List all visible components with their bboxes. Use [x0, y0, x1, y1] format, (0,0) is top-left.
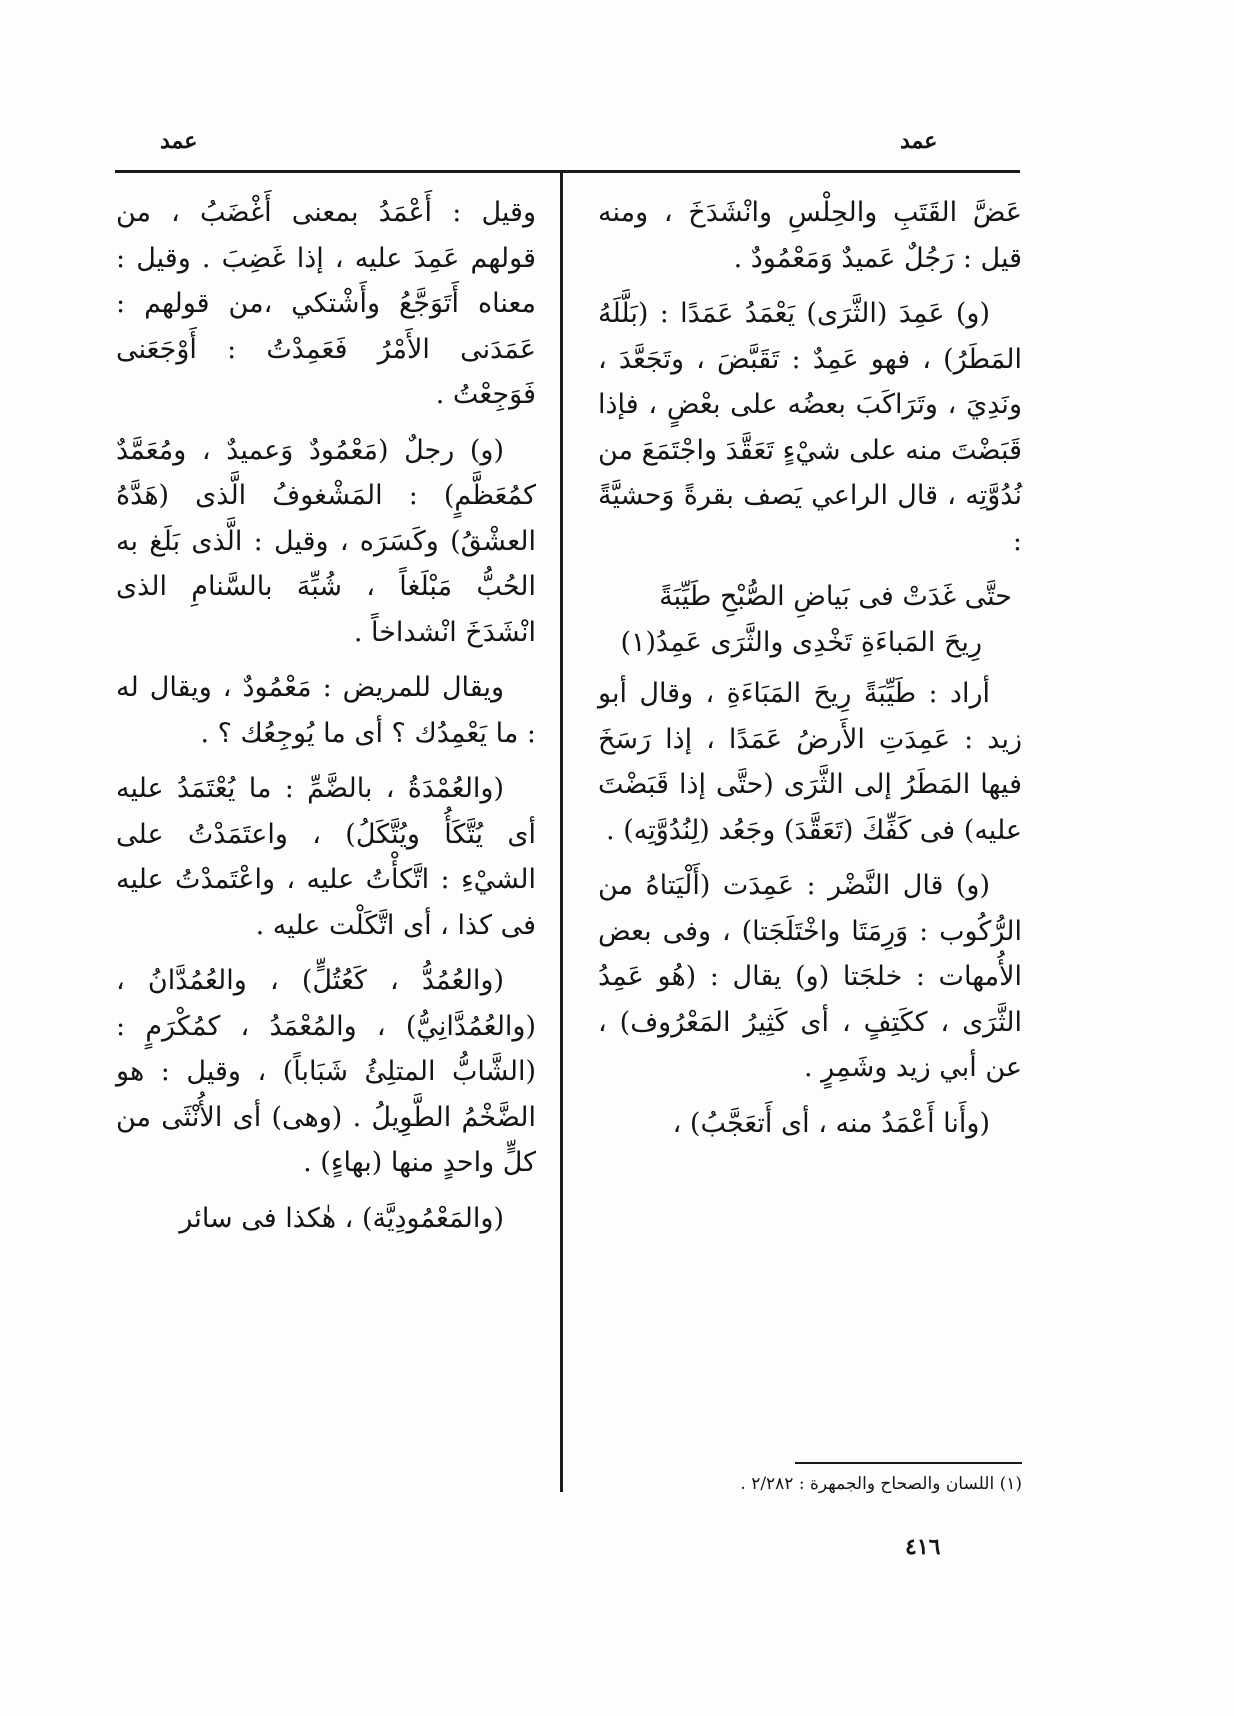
right-paragraph-2: (و) عَمِدَ (الثَّرَى) يَعْمَدُ عَمَدًا : (بَلَّلَهُ المَطَرُ) ، فهو عَمِدٌ : تَقَبَّضَ ، وتَجَعَّدَ ، ونَدِيَ ، وتَرَاكَبَ بعضُه على بعْضٍ ، فإذا قَبَضْتَ منه على شيْءٍ تَعَقَّدَ واجْتَمَعَ من نُدُوَّتِه ، قال الراعي يَصف بقرةً وَحشيَّةً : [598, 298, 1022, 557]
left-paragraph-2: (و) رجلٌ (مَعْمُودٌ وَعميدٌ ، ومُعَمَّدٌ كمُعَظَّمٍ) : المَشْغوفُ الَّذى (هَدَّهُ العشْقُ) وكَسَرَه ، وقيل : الَّذى بَلَغ به الحُبُّ مَبْلَغاً ، شُبِّهَ بالسَّنامِ الذى انْشَدَخَ انْشداخاً . [116, 434, 536, 648]
footnote-rule [795, 1462, 1022, 1464]
running-header-left: عمد [160, 128, 198, 154]
column-divider [560, 172, 563, 1492]
left-paragraph-5: (والعُمُدُّ ، كَعُتُلٍّ) ، والعُمُدَّانُ ، (والعُمُدَّانِيُّ) ، والمُعْمَدُ ، كمُكْرَمٍ : (الشَّابُّ المتلِئُ شَبَاباً) ، وقيل : هو الضَّخْمُ الطَّوِيلُ . (وهى) أى الأُنْثَى من كلٍّ واحدٍ منها (بهاءٍ) . [116, 965, 536, 1178]
verse-hemistich-1: حتَّى غَدَتْ فى بَياضِ الصُّبْحِ طَيِّبَةً [659, 581, 1012, 612]
right-paragraph-1: عَضَّ القَتَبِ والحِلْسِ وانْشَدَخَ ، ومنه قيل : رَجُلٌ عَميدٌ وَمَعْمُودٌ . [598, 197, 1022, 274]
page-number: ٤١٦ [905, 1534, 941, 1560]
header-rule [115, 170, 1020, 173]
poetry-verse [598, 574, 1022, 665]
left-paragraph-4: (والعُمْدَةُ ، بالضَّمِّ : ما يُعْتَمَدُ عليه أى يُتَّكَأُ ويُتَّكَلُ) ، واعتَمَدْتُ على الشيْءِ : اتَّكأْتُ عليه ، واعْتَمدْتُ عليه فى كذا ، أى اتَّكَلْت عليه . [116, 773, 536, 941]
left-column [116, 190, 536, 1251]
right-paragraph-4: (و) قال النَّضْر : عَمِدَت (أَلْيَتاهُ من الرُّكُوب : وَرِمَتَا واخْتَلَجَتا) ، وفى بعض الأُمهات : خلجَتا (و) يقال : (هُو عَمِدُ الثَّرَى ، ككَتِفٍ ، أى كَثِيرُ المَعْرُوف) ، عن أبي زيد وشَمِرٍ . [598, 870, 1022, 1083]
right-column [598, 190, 1022, 1156]
left-paragraph-6: (والمَعْمُودِيَّة) ، هٰكذا فى سائر [179, 1202, 504, 1234]
left-paragraph-1: وقيل : أَعْمَدُ بمعنى أَغْضَبُ ، من قولهم عَمِدَ عليه ، إذا غَضِبَ . وقيل : معناه أَتَوَجَّعُ وأَشْتكي ،من قولهم : عَمَدَنى الأَمْرُ فَعَمِدْتُ : أَوْجَعَنى فَوَجِعْتُ . [116, 197, 536, 410]
verse-hemistich-2: رِيحَ المَباءَةِ تَخْدِى والثَّرَى عَمِدُ(١) [620, 626, 982, 658]
running-header-right: عمد [900, 128, 938, 154]
right-paragraph-3: أراد : طَيِّبَةً رِيحَ المَبَاءَةِ ، وقال أبو زيد : عَمِدَتِ الأَرضُ عَمَدًا ، إذا رَسَخَ فيها المَطَرُ إلى الثَّرَى (حتَّى إذا قَبَضْتَ عليه) فى كَفِّكَ (تَعَقَّدَ) وجَعُد (لِنُدُوَّتِه) . [598, 678, 1022, 846]
left-paragraph-3: ويقال للمريض : مَعْمُودٌ ، ويقال له : ما يَعْمِدُك ؟ أى ما يُوجِعُك ؟ . [116, 672, 536, 749]
footnote: (١) اللسان والصحاح والجمهرة : ٢/٢٨٢ . [740, 1474, 1022, 1494]
right-paragraph-5: (وأَنا أَعْمَدُ منه ، أى أَتعَجَّبُ) ، [672, 1107, 990, 1139]
